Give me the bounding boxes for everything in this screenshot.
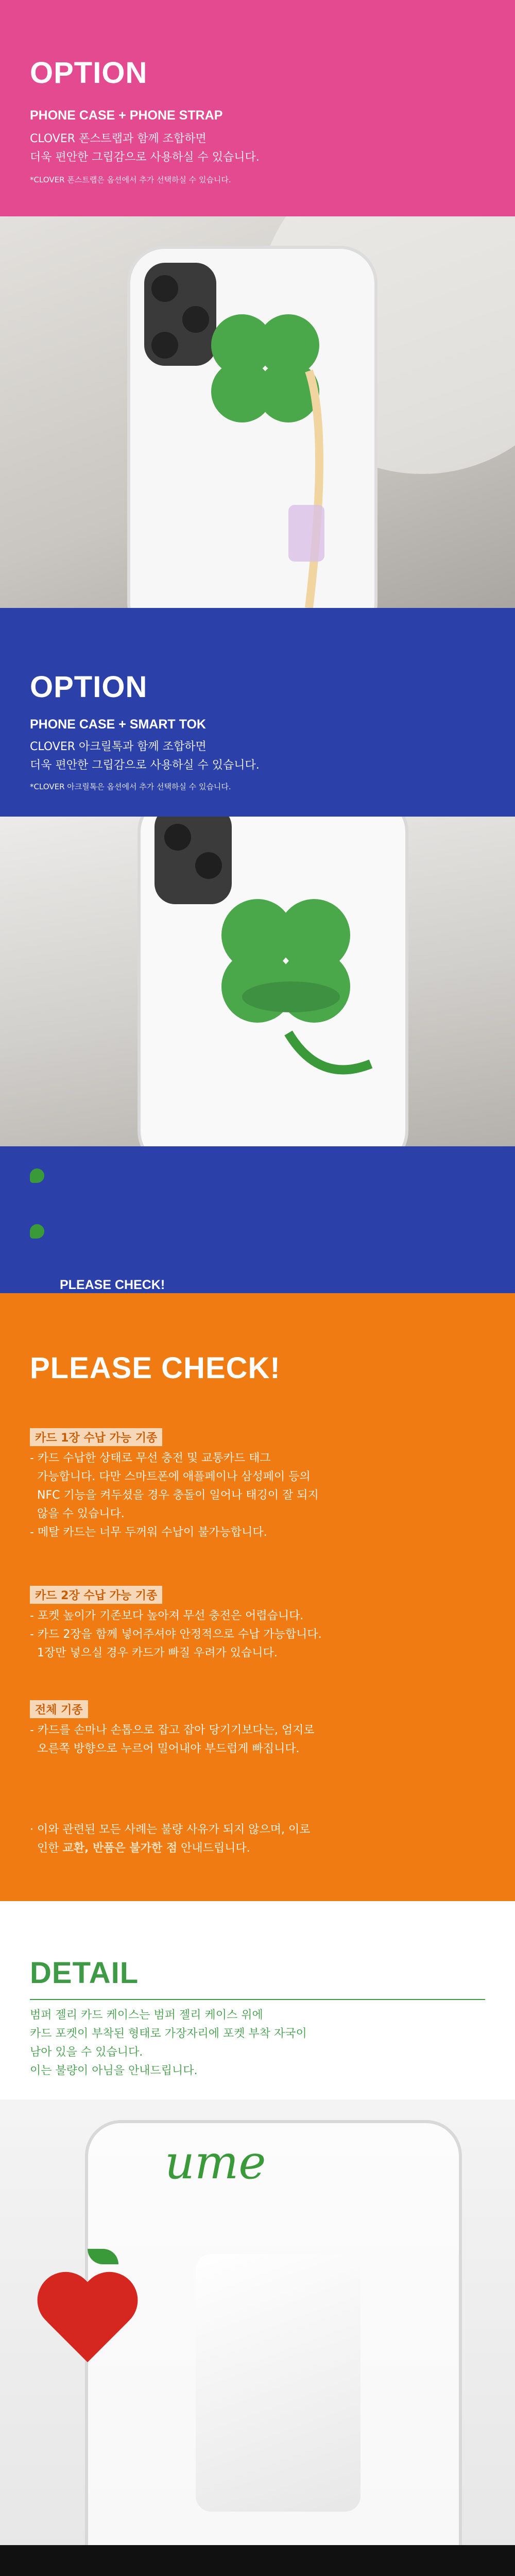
card2-tag: 카드 2장 수납 가능 기종 bbox=[30, 1586, 162, 1604]
card1-block: 카드 1장 수납 가능 기종 - 카드 수납한 상태로 무선 충전 및 교통카드 태그 가능합니다. 다만 스마트폰에 애플페이나 삼성페이 등의 NFC 기능을 켜두셨을 경우 충돌이 일어나 태깅이 잘 되지 않을 수 있습니다. - 메탈 카드는 너무 두꺼워 수납이 불가능합니다. bbox=[30, 1428, 483, 1542]
heart-icon bbox=[31, 2275, 144, 2378]
copyright-section bbox=[0, 2545, 515, 2576]
option-note: *CLOVER 아크릴톡은 옵션에서 추가 선택하실 수 있습니다. bbox=[30, 782, 231, 791]
option-title: OPTION bbox=[30, 56, 148, 90]
check-title: PLEASE CHECK! bbox=[60, 1278, 165, 1292]
check-box-sticker bbox=[30, 1224, 483, 1239]
please-check-title: PLEASE CHECK! bbox=[30, 1351, 281, 1385]
option-subtitle: PHONE CASE + PHONE STRAP bbox=[30, 108, 223, 123]
option-title: OPTION bbox=[30, 670, 148, 704]
clover-leaf-icon bbox=[30, 1224, 44, 1239]
option-smarttok-section bbox=[0, 608, 515, 1293]
option-strap-section bbox=[0, 0, 515, 608]
option-description: CLOVER 아크릴톡과 함께 조합하면 더욱 편안한 그립감으로 사용하실 수 있습니다. bbox=[30, 740, 260, 772]
all-models-tag: 전체 기종 bbox=[30, 1700, 88, 1718]
card2-block: 카드 2장 수납 가능 기종 - 포켓 높이가 기존보다 높아져 무선 충전은 어렵습니다. - 카드 2장을 함께 넣어주셔야 안정적으로 수납 가능합니다. 1장만 넣으실 경우 카드가 빠질 우려가 있습니다. bbox=[30, 1586, 483, 1663]
card-pocket bbox=[196, 2254, 360, 2512]
check-box-wireless bbox=[30, 1168, 483, 1292]
phone-strap-illustration bbox=[0, 216, 515, 608]
no-return-block: · 이와 관련된 모든 사례는 불량 사유가 되지 않으며, 이로 인한 교환, 반품은 불가한 점 안내드립니다. bbox=[30, 1823, 311, 1855]
option-note: *CLOVER 폰스트랩은 옵션에서 추가 선택하실 수 있습니다. bbox=[30, 175, 231, 184]
detail-section bbox=[0, 1901, 515, 2545]
detail-title: DETAIL bbox=[30, 1956, 139, 1990]
card1-tag: 카드 1장 수납 가능 기종 bbox=[30, 1428, 162, 1446]
detail-description: 범퍼 젤리 카드 케이스는 범퍼 젤리 케이스 위에 카드 포켓이 부착된 형태로 가장자리에 포켓 부착 자국이 남아 있을 수 있습니다. 이는 불량이 아님을 안내드립니다. bbox=[30, 2009, 307, 2077]
please-check-section bbox=[0, 1293, 515, 1901]
product-photo-strap bbox=[0, 216, 515, 608]
clover-leaf-icon bbox=[30, 1168, 44, 1183]
divider bbox=[30, 1999, 485, 2000]
all-models-block: 전체 기종 - 카드를 손마나 손톱으로 잡고 잡아 당기기보다는, 엄지로 오른쪽 방향으로 누르어 밀어내야 부드럽게 빠집니다. bbox=[30, 1700, 483, 1758]
option-description: CLOVER 폰스트랩과 함께 조합하면 더욱 편안한 그립감으로 사용하실 수 있습니다. bbox=[30, 132, 260, 164]
option-subtitle: PHONE CASE + SMART TOK bbox=[30, 717, 206, 732]
smarttok-illustration bbox=[0, 817, 515, 1146]
script-lettering: ume bbox=[165, 2136, 266, 2190]
product-photo-smarttok bbox=[0, 817, 515, 1146]
highlight-text: 교환, 반품은 불가한 점 bbox=[62, 1842, 178, 1855]
product-photo-detail bbox=[0, 2099, 515, 2545]
